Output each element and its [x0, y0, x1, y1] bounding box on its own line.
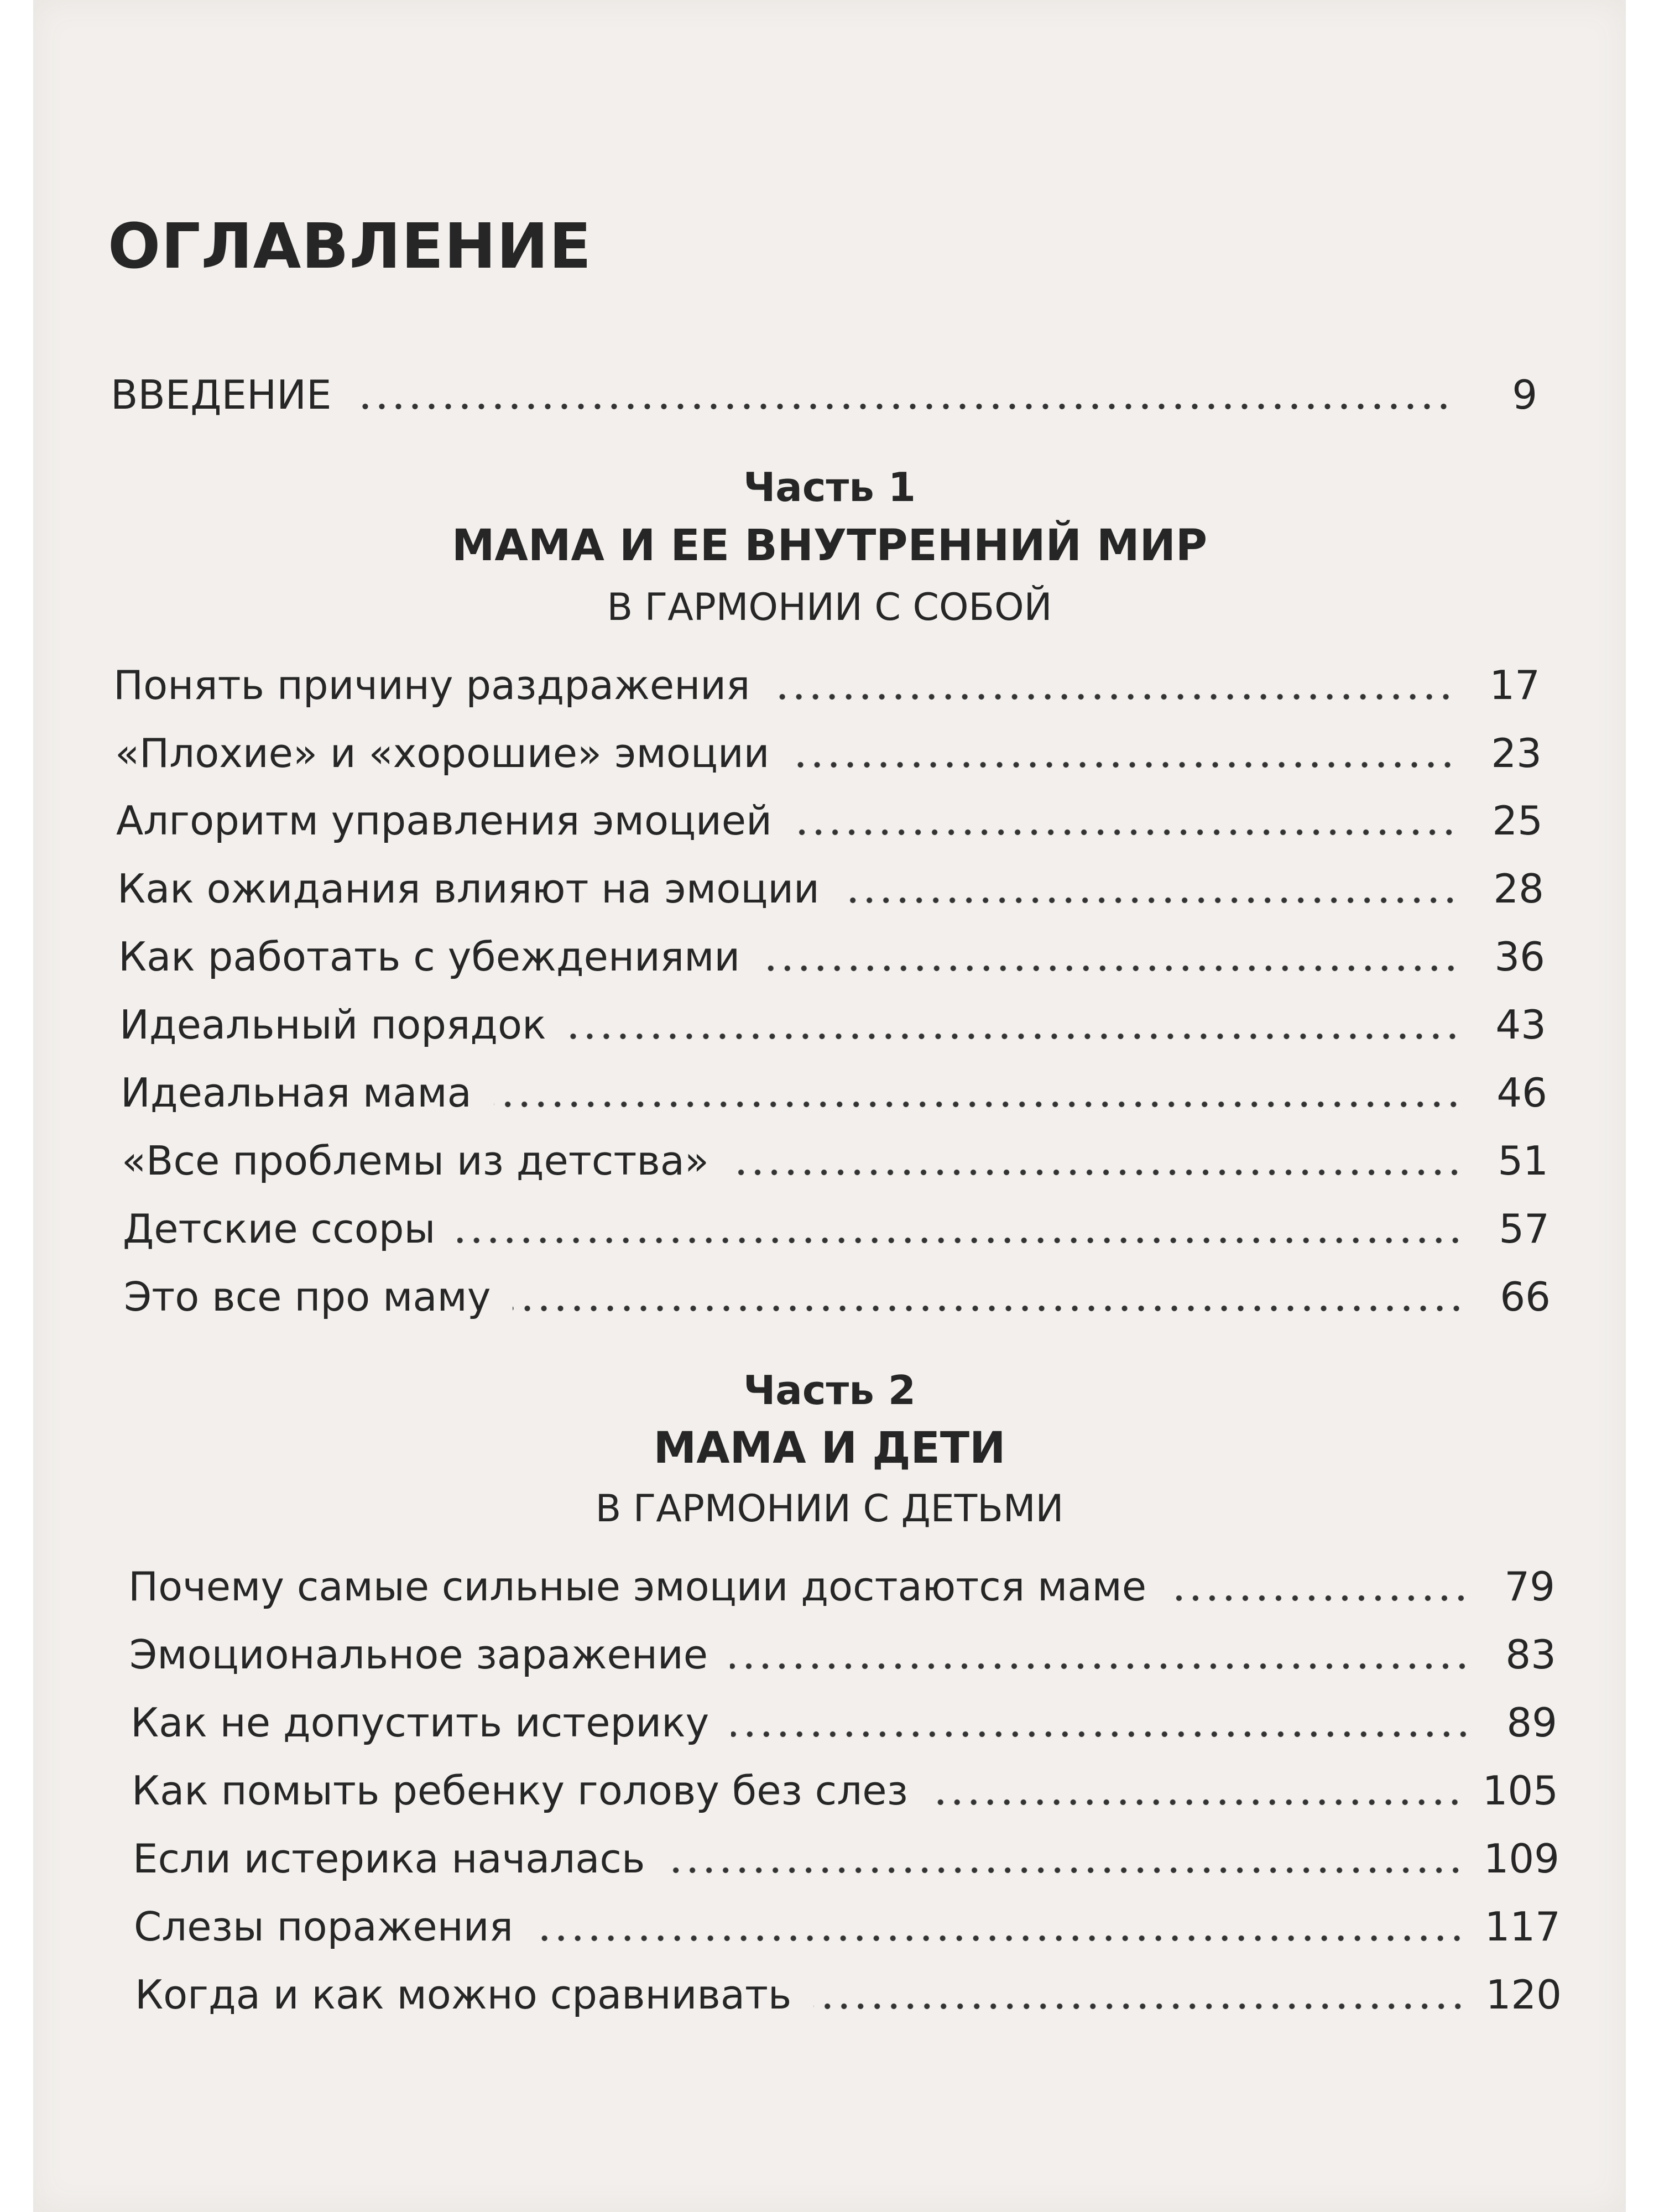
toc-entry[interactable] — [122, 1120, 1548, 1184]
toc-entry-title: Как помыть ребенку голову без слез — [132, 1767, 908, 1814]
dot-leader — [568, 1032, 1460, 1040]
toc-entry[interactable] — [119, 984, 1546, 1048]
toc-entry-page: 120 — [1485, 1971, 1562, 2018]
part-1-title: МАМА И ЕЕ ВНУТРЕННИЙ МИР — [451, 521, 1208, 571]
toc-entry-title: Эмоциональное заражение — [129, 1631, 708, 1678]
toc-entry-title: Когда и как можно сравнивать — [135, 1971, 792, 2018]
dot-leader — [842, 896, 1458, 904]
toc-entry-page: 9 — [1512, 372, 1537, 418]
dot-leader — [667, 1866, 1464, 1874]
toc-entry[interactable] — [115, 712, 1542, 776]
toc-entry-introduction[interactable] — [111, 354, 1537, 418]
part-1-subtitle: В ГАРМОНИИ С СОБОЙ — [607, 586, 1052, 629]
toc-entry-title: Как работать с убеждениями — [118, 933, 740, 980]
toc-entry-title: «Плохие» и «хорошие» эмоции — [115, 730, 770, 776]
toc-entry-page: 17 — [1489, 662, 1540, 708]
toc-entry[interactable] — [131, 1682, 1557, 1746]
toc-entry-title: Идеальный порядок — [119, 1001, 546, 1048]
toc-entry[interactable] — [133, 1818, 1559, 1882]
toc-entry-page: 46 — [1496, 1070, 1547, 1116]
toc-entry[interactable] — [118, 916, 1545, 980]
dot-leader — [772, 693, 1454, 701]
toc-entry-title: Как не допустить истерику — [131, 1699, 709, 1746]
toc-entry-page: 109 — [1483, 1835, 1559, 1882]
part-2-subtitle: В ГАРМОНИИ С ДЕТЬМИ — [595, 1487, 1064, 1531]
toc-entry-page: 83 — [1505, 1631, 1556, 1678]
toc-entry-title: Если истерика началась — [133, 1835, 645, 1882]
dot-leader — [731, 1168, 1463, 1176]
dot-leader — [794, 828, 1457, 836]
toc-entry[interactable] — [123, 1188, 1550, 1252]
part-1-number: Часть 1 — [743, 464, 916, 510]
toc-entry-title: «Все проблемы из детства» — [122, 1138, 709, 1184]
toc-entry[interactable] — [135, 1954, 1562, 2018]
toc-entry-page: 36 — [1494, 933, 1545, 980]
toc-entry[interactable] — [124, 1256, 1551, 1320]
dot-leader — [494, 1100, 1462, 1108]
toc-entry-title: ВВЕДЕНИЕ — [111, 372, 332, 418]
dot-leader — [930, 1798, 1463, 1806]
toc-entry-page: 25 — [1492, 797, 1543, 844]
part-2-number: Часть 2 — [743, 1367, 916, 1413]
dot-leader — [1168, 1594, 1469, 1602]
toc-entry[interactable] — [128, 1546, 1555, 1610]
dot-leader — [457, 1237, 1464, 1244]
toc-entry-title: Идеальная мама — [121, 1070, 472, 1116]
toc-entry-page: 57 — [1499, 1206, 1550, 1252]
toc-entry-title: Почему самые сильные эмоции достаются маме — [128, 1563, 1147, 1610]
dot-leader — [731, 1730, 1472, 1738]
dot-leader — [762, 964, 1459, 972]
toc-entry-page: 89 — [1506, 1699, 1557, 1746]
toc-entry-page: 105 — [1482, 1767, 1558, 1814]
toc-entry-title: Алгоритм управления эмоцией — [116, 797, 772, 844]
toc-entry-page: 28 — [1493, 865, 1544, 912]
contents-title: ОГЛАВЛЕНИЕ — [108, 211, 592, 283]
toc-entry[interactable] — [113, 644, 1540, 708]
toc-entry-title: Понять причину раздражения — [113, 662, 750, 708]
toc-entry[interactable] — [134, 1886, 1561, 1950]
dot-leader — [791, 761, 1456, 769]
toc-entry[interactable] — [116, 780, 1543, 844]
toc-entry-page: 43 — [1495, 1001, 1546, 1048]
dot-leader — [513, 1305, 1465, 1312]
toc-entry[interactable] — [129, 1614, 1556, 1678]
toc-entry-page: 66 — [1500, 1274, 1551, 1320]
toc-entry[interactable] — [132, 1750, 1558, 1814]
toc-entry[interactable] — [121, 1052, 1547, 1116]
toc-entry-title: Это все про маму — [124, 1274, 491, 1320]
dot-leader — [535, 1934, 1465, 1942]
toc-entry-page: 23 — [1491, 730, 1542, 776]
toc-entry-title: Слезы поражения — [134, 1903, 513, 1950]
toc-entry[interactable] — [117, 848, 1544, 912]
dot-leader — [813, 2002, 1466, 2010]
toc-entry-page: 79 — [1504, 1563, 1555, 1610]
dot-leader — [730, 1662, 1470, 1670]
toc-entry-title: Детские ссоры — [123, 1206, 436, 1252]
toc-entry-page: 51 — [1498, 1138, 1548, 1184]
toc-entry-page: 117 — [1484, 1903, 1561, 1950]
toc-entry-title: Как ожидания влияют на эмоции — [117, 865, 820, 912]
part-2-title: МАМА И ДЕТИ — [653, 1423, 1006, 1473]
dot-leader — [354, 403, 1452, 410]
